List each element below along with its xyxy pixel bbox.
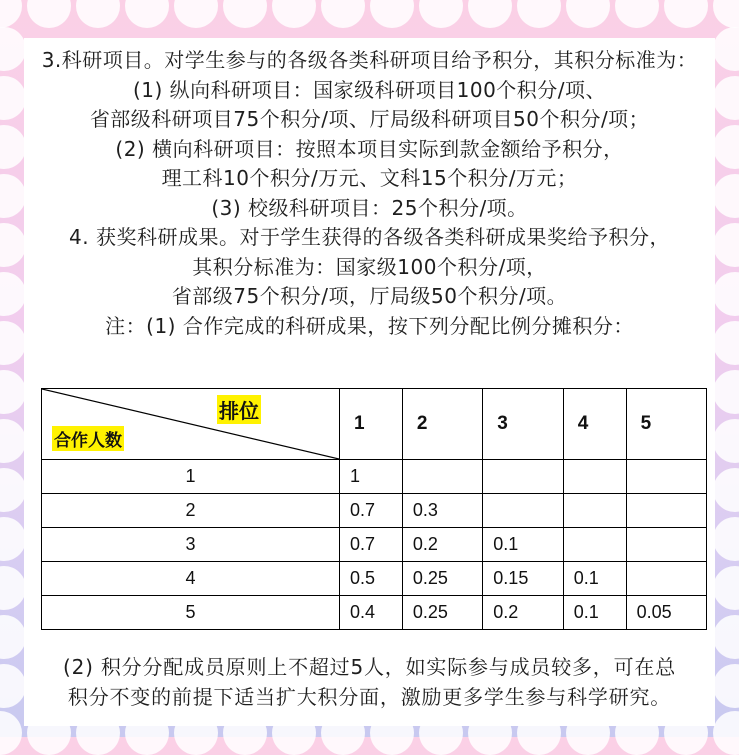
rules-text — [24, 46, 715, 341]
table-cell — [626, 562, 706, 596]
decorative-dot — [713, 223, 739, 267]
decorative-dot — [713, 0, 739, 28]
decorative-dot — [272, 0, 316, 28]
decorative-dot — [0, 27, 26, 71]
text-line: 理工科10个积分/万元、文科15个积分/万元； — [161, 166, 578, 190]
table-cell: 0.15 — [483, 562, 563, 596]
decorative-dot — [27, 0, 71, 28]
table-cell: 0.1 — [563, 596, 626, 630]
decorative-dot — [615, 0, 659, 28]
text-line: 其积分标准为：国家级100个积分/项， — [192, 254, 547, 279]
decorative-dot — [0, 517, 26, 561]
allocation-table — [41, 388, 707, 630]
row-label: 1 — [42, 460, 340, 494]
collaborators-label: 合作人数 — [52, 426, 124, 451]
text-line: (2) 积分分配成员原则上不超过5人，如实际参与成员较多，可在总 — [62, 655, 676, 679]
table-cell: 0.2 — [402, 528, 482, 562]
table-header-row — [42, 389, 707, 460]
table-cell: 0.1 — [563, 562, 626, 596]
decorative-dot — [713, 272, 739, 316]
text-line: 注：(1) 合作完成的科研成果，按下列分配比例分摊积分： — [105, 313, 634, 338]
text-line: (1) 纵向科研项目：国家级科研项目100个积分/项、 — [132, 77, 607, 102]
text-line: 省部级科研项目75个积分/项、厅局级科研项目50个积分/项； — [89, 107, 650, 131]
rank-header: 2 — [402, 389, 482, 460]
decorative-dot — [468, 0, 512, 28]
table-row — [42, 494, 707, 528]
decorative-dot — [76, 0, 120, 28]
decorative-dot — [0, 468, 26, 512]
decorative-dot — [713, 76, 739, 120]
table-row — [42, 596, 707, 630]
decorative-dot — [0, 272, 26, 316]
decorative-dot — [0, 321, 26, 365]
row-label: 5 — [42, 596, 340, 630]
table-cell — [626, 528, 706, 562]
decorative-dot — [713, 27, 739, 71]
table-cell: 0.2 — [483, 596, 563, 630]
decorative-dot — [0, 615, 26, 659]
diagonal-header-cell — [42, 389, 340, 460]
table-cell — [483, 494, 563, 528]
table-cell — [626, 494, 706, 528]
table-cell: 0.05 — [626, 596, 706, 630]
decorative-dot — [713, 174, 739, 218]
rank-header: 3 — [483, 389, 563, 460]
decorative-dot — [125, 0, 169, 28]
table-row — [42, 528, 707, 562]
decorative-dot — [713, 711, 739, 755]
footer-note — [24, 652, 715, 712]
decorative-dot — [517, 0, 561, 28]
decorative-dot — [713, 566, 739, 610]
decorative-dot — [713, 664, 739, 708]
table-row — [42, 562, 707, 596]
decorative-dot — [713, 419, 739, 463]
decorative-dot — [713, 370, 739, 414]
table-cell: 0.7 — [340, 528, 403, 562]
decorative-dot — [713, 615, 739, 659]
decorative-dot — [0, 370, 26, 414]
decorative-dot — [0, 566, 26, 610]
decorative-dot — [419, 0, 463, 28]
decorative-dot — [713, 468, 739, 512]
rank-header: 4 — [563, 389, 626, 460]
text-line: 省部级75个积分/项，厅局级50个积分/项。 — [171, 284, 568, 308]
row-label: 2 — [42, 494, 340, 528]
table-cell: 0.3 — [402, 494, 482, 528]
table-cell — [402, 460, 482, 494]
text-line: 4. 获奖科研成果。对于学生获得的各级各类科研成果奖给予积分， — [69, 225, 670, 249]
decorative-dot — [174, 0, 218, 28]
table-cell — [563, 494, 626, 528]
decorative-dot — [566, 0, 610, 28]
table-cell: 0.7 — [340, 494, 403, 528]
table-cell — [483, 460, 563, 494]
text-line: (2) 横向科研项目：按照本项目实际到款金额给予积分， — [115, 136, 624, 161]
table-cell — [563, 460, 626, 494]
decorative-dot — [713, 321, 739, 365]
text-line: (3) 校级科研项目：25个积分/项。 — [211, 195, 528, 220]
text-line: 3.科研项目。对学生参与的各级各类科研项目给予积分，其积分标准为： — [41, 48, 698, 72]
decorative-dot — [0, 174, 26, 218]
decorative-dot — [0, 711, 22, 755]
decorative-dot — [713, 125, 739, 169]
table-cell: 1 — [340, 460, 403, 494]
rank-header: 1 — [340, 389, 403, 460]
row-label: 4 — [42, 562, 340, 596]
decorative-dot — [0, 76, 26, 120]
row-label: 3 — [42, 528, 340, 562]
table-cell: 0.1 — [483, 528, 563, 562]
table-cell — [626, 460, 706, 494]
decorative-dot — [0, 419, 26, 463]
table-cell: 0.25 — [402, 562, 482, 596]
decorative-dot — [0, 664, 26, 708]
decorative-dot — [321, 0, 365, 28]
text-line: 积分不变的前提下适当扩大积分面，激励更多学生参与科学研究。 — [67, 685, 672, 709]
table-cell — [563, 528, 626, 562]
table-cell: 0.25 — [402, 596, 482, 630]
rank-header: 5 — [626, 389, 706, 460]
rank-label: 排位 — [217, 395, 261, 424]
decorative-dot — [0, 223, 26, 267]
decorative-dot — [223, 0, 267, 28]
table-row — [42, 460, 707, 494]
table-cell: 0.5 — [340, 562, 403, 596]
decorative-dot — [713, 517, 739, 561]
decorative-dot — [664, 0, 708, 28]
table-cell: 0.4 — [340, 596, 403, 630]
decorative-dot — [0, 125, 26, 169]
decorative-dot — [370, 0, 414, 28]
decorative-dot — [0, 0, 22, 28]
content-panel — [24, 38, 715, 726]
